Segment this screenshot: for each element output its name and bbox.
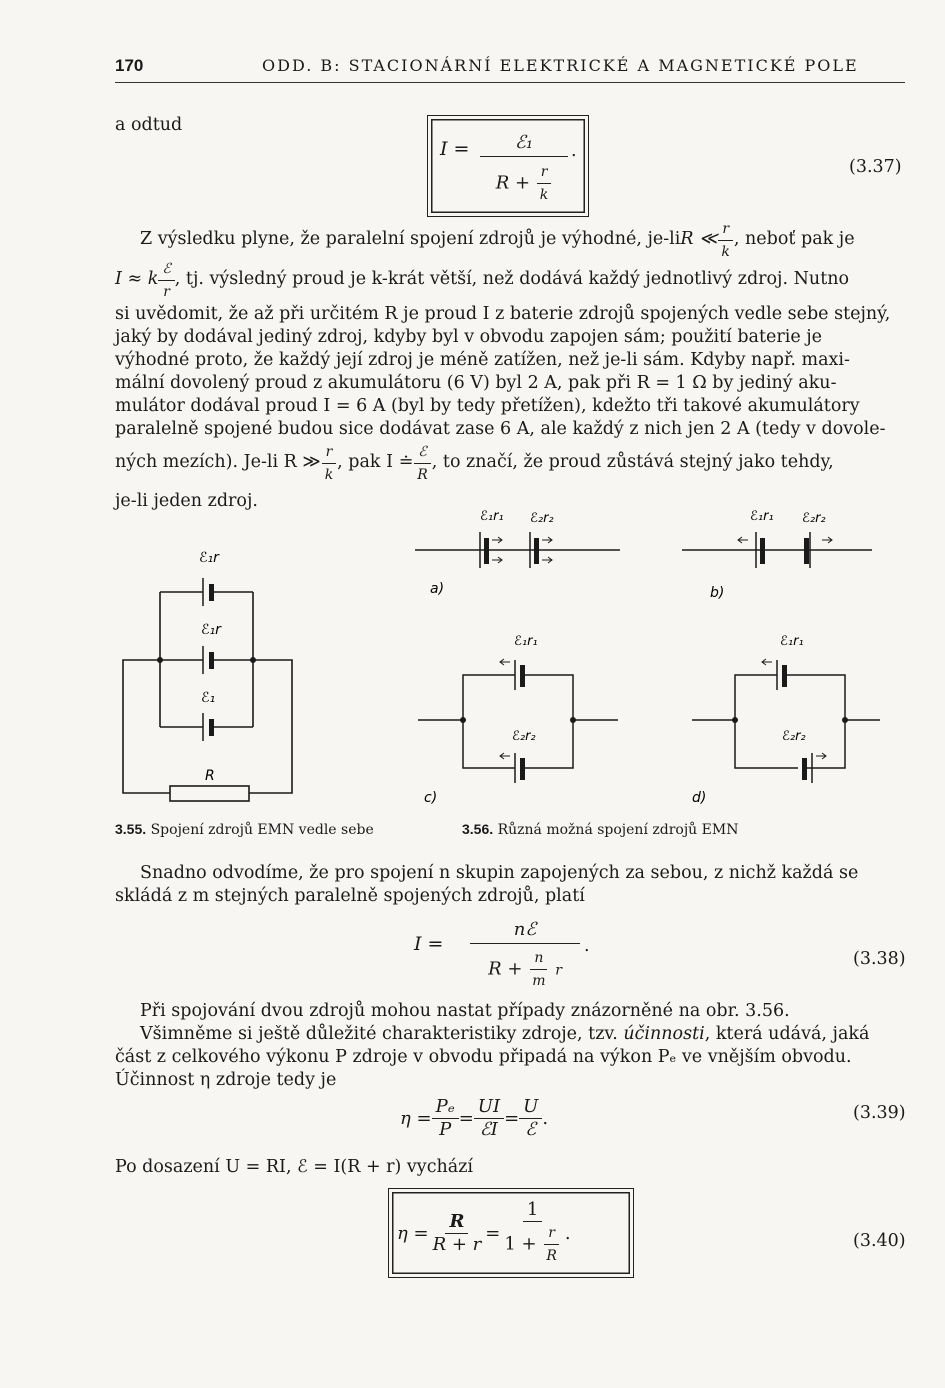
fig355-node-left: [157, 657, 163, 663]
equation-3-37-label: (3.37): [849, 157, 902, 177]
eq337-numerator: ℰ₁: [480, 130, 568, 157]
fig356-d-e1r1: ℰ₁r₁: [780, 634, 804, 649]
fig356-a-e1r1: ℰ₁r₁: [480, 509, 504, 524]
para3-line3: část z celkového výkonu P zdroje v obvodu připadá na výkon Pₑ ve vnějším obvodu.: [115, 1047, 852, 1067]
eq337-denominator: [480, 161, 568, 206]
equation-3-38: [412, 915, 612, 990]
eq340-frac2: [500, 1199, 565, 1267]
fig355-cell3-plate-short: [209, 719, 214, 736]
eq338-den-den: m: [532, 973, 546, 989]
eq338-den-fraction: [528, 947, 549, 992]
fig356-caption-num: 3.56.: [462, 821, 494, 837]
para1-line7: mulátor dodával proud I = 6 A (byl by tedy přetížen), kdežto tři takové akumulátory: [115, 396, 860, 416]
para1-l2-b: , tj. výsledný proud je k-krát větší, než dodává každý jednotlivý zdroj. Nutno: [174, 269, 850, 290]
fig355-label-R: R: [205, 768, 215, 784]
eq338-den-main: R +: [488, 958, 523, 980]
equation-3-38-label: (3.38): [853, 949, 906, 969]
para3-l2-b: , která udává, jaká: [704, 1024, 870, 1044]
para1-line2: [115, 262, 905, 298]
fig356-d-e2r2: ℰ₂r₂: [782, 729, 806, 744]
fig356-c-node-right: [570, 717, 576, 723]
para1-l1-a: Z výsledku plyne, že paralelní spojení zdrojů je výhodné, je-li: [140, 229, 681, 250]
para1-l2-fraction: [158, 258, 174, 303]
fig356-b-e2r2: ℰ₂r₂: [802, 511, 826, 526]
para1-l9-f2den: R: [417, 466, 428, 483]
para1-line3: si uvědomit, že až při určitém R je proud I z baterie zdrojů spojených vedle sebe stejný,: [115, 304, 891, 324]
para1-l2-a: I ≈ k: [115, 269, 159, 290]
running-header: ODD. B: STACIONÁRNÍ ELEKTRICKÉ A MAGNETICKÉ POLE: [262, 56, 859, 75]
para1-l2-fnum: ℰ: [158, 258, 174, 281]
eq338-denominator: [470, 947, 580, 992]
para1-line4: jaký by dodával jediný zdroj, kdyby byl v obvodu zapojen sám; použití baterie je: [115, 327, 823, 347]
para2-line2: skládá z m stejných paralelně spojených zdrojů, platí: [115, 886, 585, 906]
para1-l1-b: , neboť pak je: [733, 229, 855, 250]
para3-line2: [140, 1023, 905, 1047]
fig355-cell1-plate-short: [209, 584, 214, 601]
fig356-d-node-left: [732, 717, 738, 723]
equation-3-40-box: [388, 1188, 634, 1278]
eq338-numerator: nℰ: [470, 917, 580, 944]
eq340-lhs: η =: [397, 1222, 429, 1244]
header-rule: [115, 82, 905, 83]
para1-l9-c: , to značí, že proud zůstává stejný jako tehdy,: [431, 452, 834, 473]
eq337-den-fraction: [536, 161, 552, 206]
fig355-label-1: ℰ₁r: [199, 550, 219, 566]
eq338-den-tail: r: [555, 962, 562, 979]
eq337-den-main: R +: [495, 172, 531, 194]
fig356-c: [418, 659, 618, 783]
para1-l1-cond: R ≪: [680, 229, 718, 250]
para3-l2-a: Všimněme si ještě důležité charakteristiky zdroje, tzv.: [140, 1024, 624, 1044]
fig355-cells: [203, 578, 214, 741]
fig356-a-tag: a): [430, 581, 445, 597]
equation-3-39: [400, 1088, 630, 1148]
para1-line10: je-li jeden zdroj.: [115, 491, 258, 511]
equation-3-37-box: [427, 115, 589, 217]
eq340-f2num: 1: [523, 1199, 542, 1222]
eq339-f3den: ℰ: [525, 1118, 537, 1140]
eq339-f2den: ℰI: [479, 1118, 498, 1140]
fig355-node-right: [250, 657, 256, 663]
eq340-f2den-main: 1 +: [504, 1233, 537, 1255]
eq339-frac3: [519, 1096, 542, 1141]
eq340-eq1: =: [485, 1222, 501, 1244]
fig355-label-2: ℰ₁r: [201, 622, 221, 638]
eq339-frac2: [474, 1096, 504, 1141]
eq339-f2num: UI: [474, 1096, 504, 1119]
fig356-c-node-left: [460, 717, 466, 723]
eq340-f1den: R + r: [432, 1233, 482, 1255]
fig355-caption: [115, 821, 374, 838]
eq339-f1num: Pₑ: [432, 1096, 459, 1119]
para2-line1: Snadno odvodíme, že pro spojení n skupin zapojených za sebou, z nichž každá se: [140, 863, 859, 883]
para1-l9-fraction1: [321, 441, 337, 486]
eq339-f3num: U: [519, 1096, 542, 1119]
eq337-den-den: k: [539, 187, 549, 203]
intro-text: a odtud: [115, 115, 183, 135]
eq339-frac1: [432, 1096, 459, 1141]
eq339-eq1: =: [458, 1107, 474, 1129]
para1-l9-f1den: k: [324, 466, 334, 483]
fig356-d-node-right: [842, 717, 848, 723]
eq337-tail: .: [571, 141, 577, 161]
para4: Po dosazení U = RI, ℰ = I(R + r) vychází: [115, 1157, 474, 1177]
fig356-c-tag: c): [424, 790, 438, 806]
eq338-lhs: I =: [414, 933, 444, 955]
eq340-f1num: R: [445, 1211, 468, 1234]
fig356-b: [682, 509, 872, 601]
page-number: 170: [115, 56, 144, 75]
eq340-f2den-fraction: [542, 1222, 561, 1267]
para3-line1: Při spojování dvou zdrojů mohou nastat případy znázorněné na obr. 3.56.: [140, 1001, 790, 1021]
fig356-d: [692, 659, 880, 783]
eq338-fraction: [470, 917, 580, 992]
eq340-tail: .: [564, 1222, 571, 1244]
eq339-f1den: P: [439, 1118, 452, 1140]
fig355-resistor: [170, 786, 249, 801]
para1-line9: [115, 444, 905, 482]
para1-line5: výhodné proto, že každý její zdroj je méně zatížen, než je-li sám. Kdyby např. maxi-: [115, 350, 850, 370]
para1-l1-fraction: [717, 218, 733, 263]
eq339-eq2: =: [504, 1107, 520, 1129]
equation-3-39-label: (3.39): [853, 1103, 906, 1123]
eq338-tail: .: [584, 936, 590, 956]
eq337-fraction: [480, 130, 568, 206]
fig355-label-3: ℰ₁: [201, 690, 216, 706]
para1-l9-a: ných mezích). Je-li R ≫: [115, 452, 321, 473]
eq340-f2den-fnum: r: [544, 1222, 559, 1245]
eq338-den-num: n: [530, 947, 547, 970]
para1-line6: mální dovolený proud z akumulátoru (6 V) byl 2 A, pak při R = 1 Ω by jediný aku-: [115, 373, 837, 393]
para1-l1-fden: k: [721, 243, 730, 260]
para1-l2-fden: r: [163, 283, 170, 300]
fig356-b-tag: b): [710, 585, 725, 601]
fig356-b-e1r1: ℰ₁r₁: [750, 509, 774, 524]
fig356-c-e1r1: ℰ₁r₁: [514, 634, 538, 649]
fig356-caption: [462, 821, 738, 838]
fig356-a-e2r2: ℰ₂r₂: [530, 511, 554, 526]
fig355-caption-num: 3.55.: [115, 821, 147, 837]
para1-l9-f1num: r: [322, 441, 337, 464]
fig355-caption-text: Spojení zdrojů EMN vedle sebe: [150, 822, 374, 838]
figure-3-56: [410, 500, 880, 810]
eq337-den-num: r: [537, 161, 552, 184]
equation-3-40-label: (3.40): [853, 1231, 906, 1251]
fig356-caption-text: Různá možná spojení zdrojů EMN: [497, 822, 739, 838]
eq340-frac1: [429, 1211, 486, 1256]
para3-l2-em: účinnosti: [623, 1024, 705, 1044]
para1-l1-fnum: r: [718, 218, 733, 241]
figure-3-55: [115, 540, 305, 820]
eq340-f2den: [500, 1222, 565, 1267]
eq339-tail: .: [542, 1107, 549, 1129]
fig356-a: [415, 509, 620, 597]
para1-l9-f2num: ℰ: [414, 441, 430, 464]
para1-l9-b: , pak I ≐: [337, 452, 414, 473]
eq340-f2den-fden: R: [546, 1248, 557, 1264]
eq340-content: [397, 1197, 571, 1269]
fig355-cell2-plate-short: [209, 652, 214, 669]
fig356-d-tag: d): [692, 790, 707, 806]
para1-line8: paralelně spojené budou sice dodávat zase 6 A, ale každý z nich jen 2 A (tedy v dovole-: [115, 419, 886, 439]
eq337-lhs: I =: [440, 138, 470, 160]
para1-l9-fraction2: [413, 441, 432, 486]
fig356-c-e2r2: ℰ₂r₂: [512, 729, 536, 744]
para3-line4: Účinnost η zdroje tedy je: [115, 1070, 337, 1090]
eq339-lhs: η =: [400, 1107, 432, 1129]
para1-line1: [140, 222, 905, 258]
